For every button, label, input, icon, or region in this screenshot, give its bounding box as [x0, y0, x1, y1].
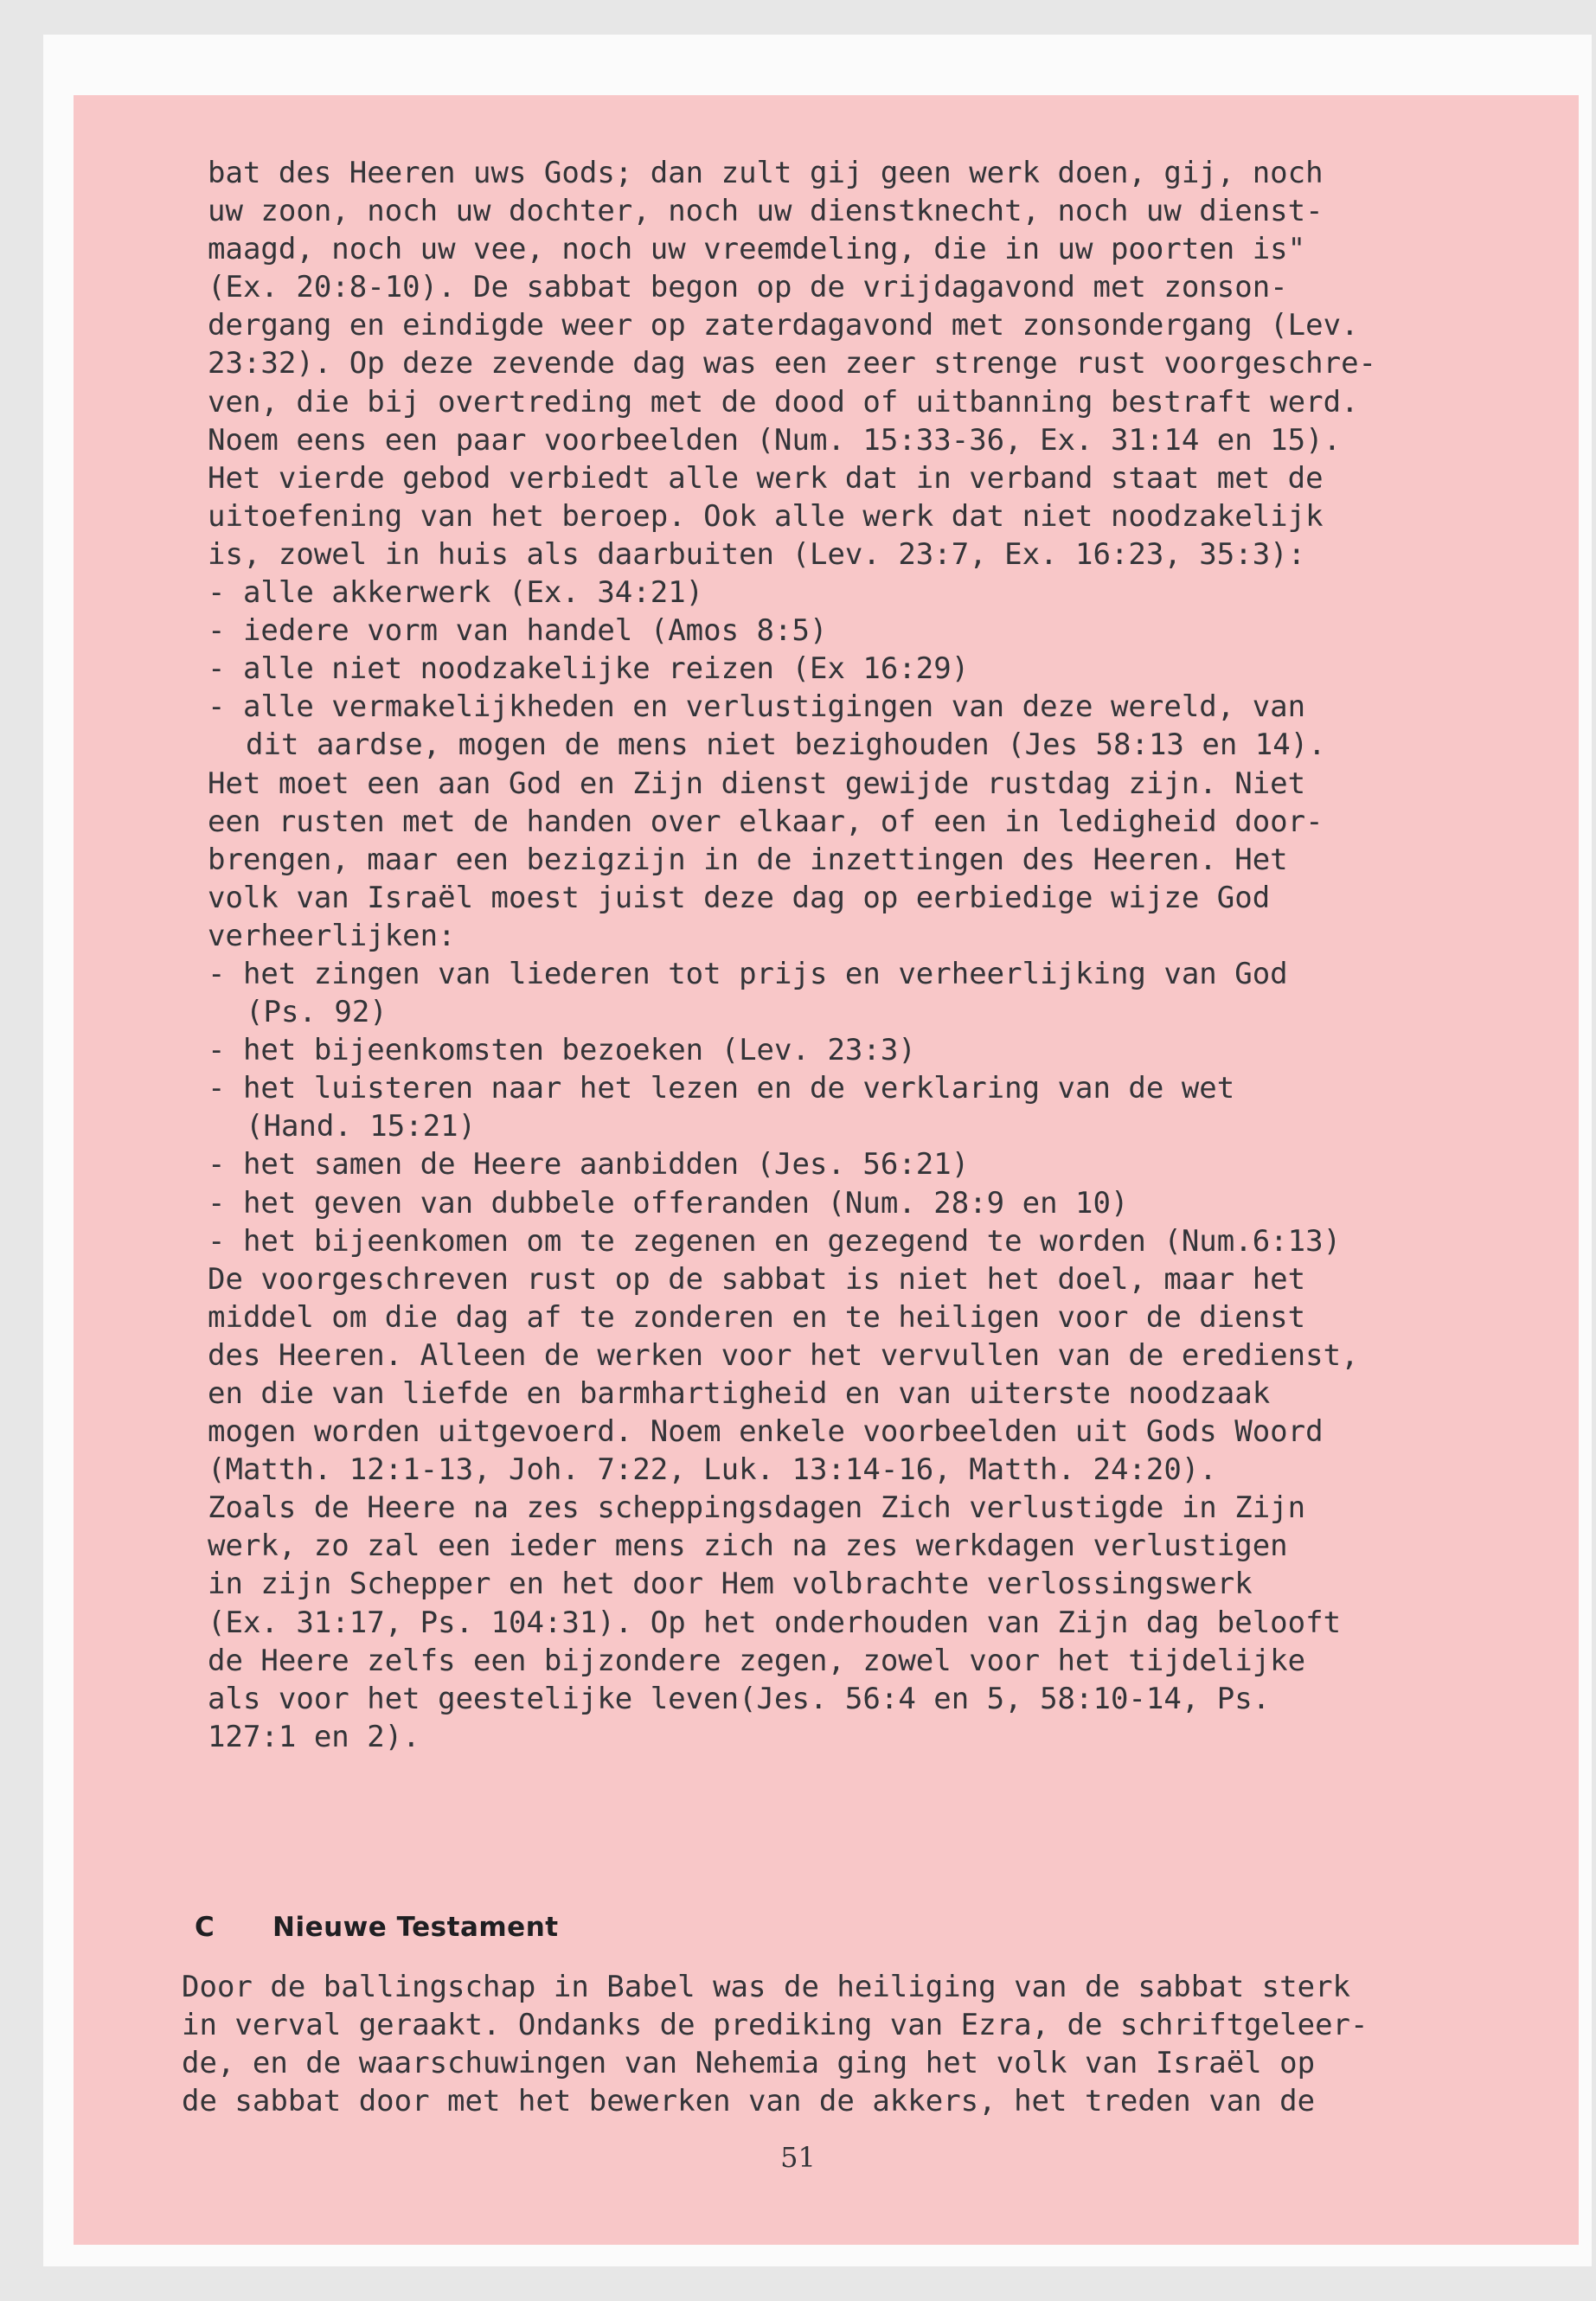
- section-text-line: Door de ballingschap in Babel was de heiliging van de sabbat sterk: [182, 1970, 1351, 2004]
- text-line: uw zoon, noch uw dochter, noch uw dienstknecht, noch uw dienst-: [208, 194, 1324, 229]
- text-line: (Matth. 12:1-13, Joh. 7:22, Luk. 13:14-16, Matth. 24:20).: [208, 1452, 1217, 1488]
- text-line: maagd, noch uw vee, noch uw vreemdeling, die in uw poorten is": [208, 232, 1306, 267]
- text-line: De voorgeschreven rust op de sabbat is niet het doel, maar het: [208, 1261, 1306, 1297]
- text-line: (Ps. 92): [246, 995, 388, 1030]
- text-line: 23:32). Op deze zevende dag was een zeer strenge rust voorgeschre-: [208, 346, 1377, 381]
- section-text-line: in verval geraakt. Ondanks de prediking van Ezra, de schriftgeleer-: [182, 2008, 1368, 2043]
- text-line: - het bijeenkomen om te zegenen en gezegend te worden (Num.6:13): [208, 1223, 1342, 1259]
- text-line: verheerlijken:: [208, 918, 456, 953]
- text-line: uitoefening van het beroep. Ook alle werk dat niet noodzakelijk: [208, 498, 1324, 534]
- text-line: (Ex. 31:17, Ps. 104:31). Op het onderhouden van Zijn dag belooft: [208, 1605, 1342, 1640]
- text-line: werk, zo zal een ieder mens zich na zes werkdagen verlustigen: [208, 1529, 1288, 1564]
- section-text: [182, 1968, 1531, 2120]
- text-line: bat des Heeren uws Gods; dan zult gij geen werk doen, gij, noch: [208, 156, 1324, 190]
- section-title: Nieuwe Testament: [272, 1912, 559, 1943]
- text-line: dit aardse, mogen de mens niet bezighouden (Jes 58:13 en 14).: [246, 727, 1326, 763]
- text-line: als voor het geestelijke leven(Jes. 56:4 en 5, 58:10-14, Ps.: [208, 1681, 1271, 1716]
- text-line: brengen, maar een bezigzijn in de inzettingen des Heeren. Het: [208, 842, 1288, 877]
- text-line: - het zingen van liederen tot prijs en verheerlijking van God: [208, 956, 1288, 991]
- section-text-line: de, en de waarschuwingen van Nehemia ging het volk van Israël op: [182, 2046, 1316, 2081]
- text-line: in zijn Schepper en het door Hem volbrachte verlossingswerk: [208, 1567, 1253, 1602]
- text-line: (Ex. 20:8-10). De sabbat begon op de vrijdagavond met zonson-: [208, 270, 1288, 305]
- section-text-line: de sabbat door met het bewerken van de akkers, het treden van de: [182, 2084, 1316, 2119]
- section-letter: C: [195, 1912, 215, 1943]
- body-text: [208, 154, 1505, 1756]
- text-line: de Heere zelfs een bijzondere zegen, zowel voor het tijdelijke: [208, 1643, 1306, 1678]
- text-line: - alle niet noodzakelijke reizen (Ex 16:29): [208, 651, 970, 687]
- text-line: dergang en eindigde weer op zaterdagavond met zonsondergang (Lev.: [208, 308, 1359, 343]
- text-line: - het bijeenkomsten bezoeken (Lev. 23:3): [208, 1033, 916, 1068]
- section-heading: [195, 1912, 559, 1943]
- text-line: ven, die bij overtreding met de dood of uitbanning bestraft werd.: [208, 384, 1359, 420]
- text-line: - het geven van dubbele offeranden (Num. 28:9 en 10): [208, 1185, 1129, 1221]
- text-line: Noem eens een paar voorbeelden (Num. 15:33-36, Ex. 31:14 en 15).: [208, 422, 1342, 458]
- text-line: Het vierde gebod verbiedt alle werk dat in verband staat met de: [208, 460, 1324, 496]
- text-line: - alle vermakelijkheden en verlustigingen van deze wereld, van: [208, 689, 1306, 725]
- text-line: Het moet een aan God en Zijn dienst gewijde rustdag zijn. Niet: [208, 766, 1306, 801]
- text-line: en die van liefde en barmhartigheid en van uiterste noodzaak: [208, 1376, 1271, 1411]
- text-line: (Hand. 15:21): [246, 1109, 477, 1144]
- text-line: een rusten met de handen over elkaar, of een in ledigheid door-: [208, 804, 1324, 839]
- text-line: mogen worden uitgevoerd. Noem enkele voorbeelden uit Gods Woord: [208, 1414, 1324, 1450]
- text-line: volk van Israël moest juist deze dag op eerbiedige wijze God: [208, 880, 1271, 915]
- text-line: middel om die dag af te zonderen en te heiligen voor de dienst: [208, 1299, 1306, 1335]
- text-line: is, zowel in huis als daarbuiten (Lev. 23:7, Ex. 16:23, 35:3):: [208, 536, 1306, 572]
- text-line: - het samen de Heere aanbidden (Jes. 56:21): [208, 1147, 970, 1183]
- text-line: Zoals de Heere na zes scheppingsdagen Zich verlustigde in Zijn: [208, 1490, 1306, 1526]
- page-number: 51: [780, 2141, 816, 2174]
- text-line: - alle akkerwerk (Ex. 34:21): [208, 575, 704, 611]
- text-line: 127:1 en 2).: [208, 1719, 420, 1754]
- text-line: - het luisteren naar het lezen en de verklaring van de wet: [208, 1071, 1235, 1106]
- text-line: des Heeren. Alleen de werken voor het vervullen van de eredienst,: [208, 1337, 1359, 1373]
- text-line: - iedere vorm van handel (Amos 8:5): [208, 613, 828, 649]
